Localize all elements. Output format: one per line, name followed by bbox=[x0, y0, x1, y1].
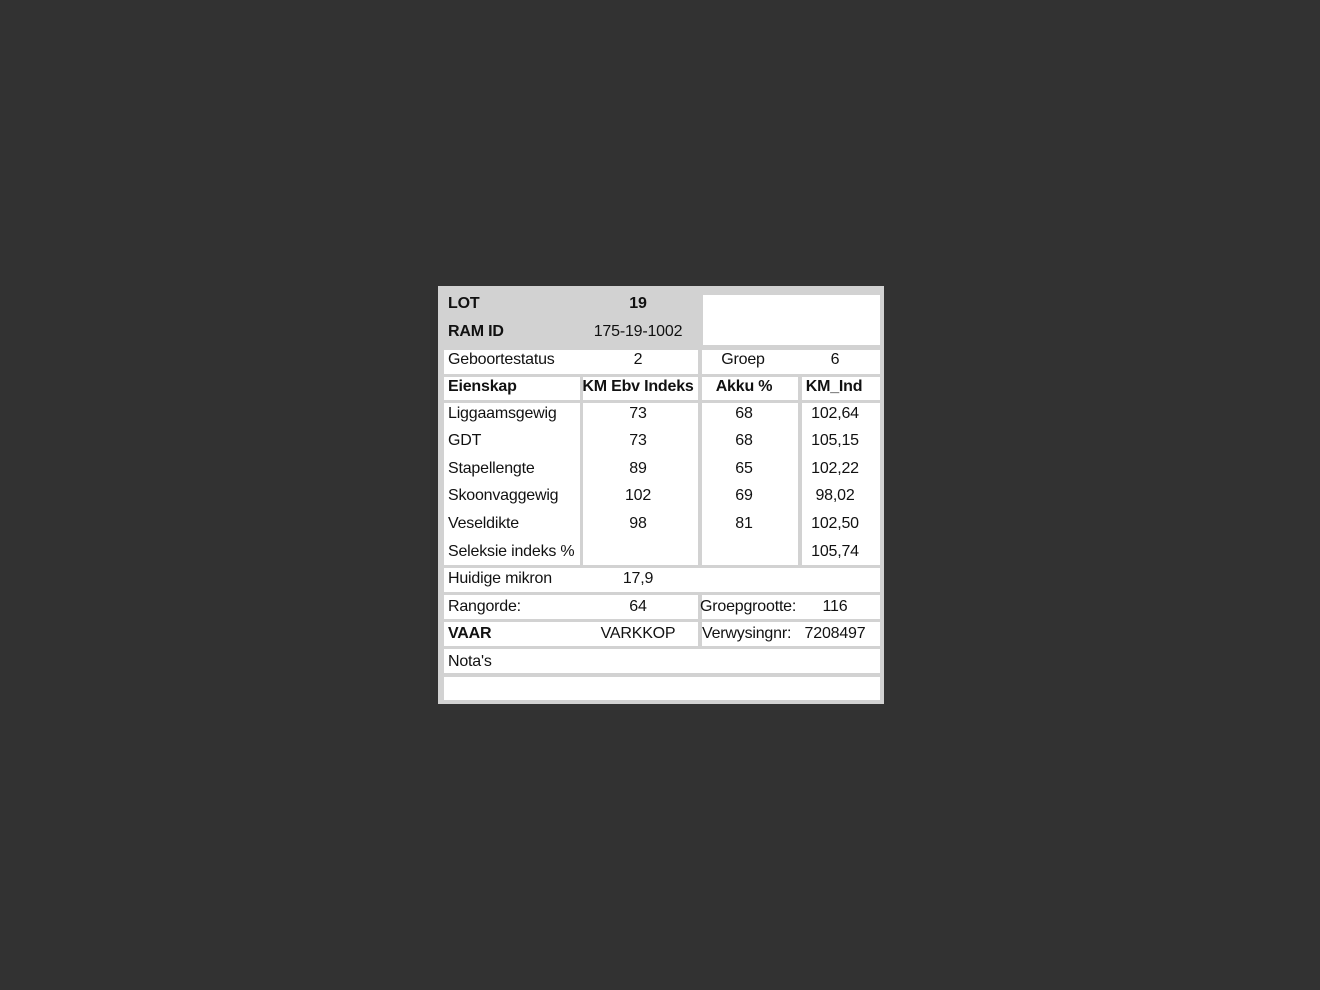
trait-ebv: 73 bbox=[629, 405, 647, 422]
column-header-akku: Akku % bbox=[715, 378, 773, 395]
sire-label: VAAR bbox=[448, 625, 492, 642]
birth-status-value: 2 bbox=[633, 351, 643, 368]
reference-label: Verwysingnr: bbox=[702, 625, 792, 642]
group-size-value: 116 bbox=[822, 598, 848, 615]
trait-ind: 98,02 bbox=[815, 487, 855, 504]
notes-field bbox=[444, 677, 880, 700]
reference-value: 7208497 bbox=[804, 625, 866, 642]
ram-id-value: 175-19-1002 bbox=[593, 323, 683, 340]
photo-placeholder bbox=[703, 295, 880, 345]
column-header-ind: KM_Ind bbox=[805, 378, 863, 395]
trait-akku: 69 bbox=[735, 487, 753, 504]
ind-column bbox=[802, 403, 880, 565]
trait-ebv: 73 bbox=[629, 432, 647, 449]
trait-ind: 102,64 bbox=[811, 405, 859, 422]
trait-akku: 81 bbox=[735, 515, 753, 532]
group-label: Groep bbox=[721, 351, 765, 368]
trait-name: Liggaamsgewig bbox=[448, 405, 557, 422]
trait-ebv: 89 bbox=[629, 460, 647, 477]
trait-column bbox=[444, 403, 580, 565]
group-size-label: Groepgrootte: bbox=[700, 598, 797, 615]
trait-ind: 102,50 bbox=[811, 515, 859, 532]
ebv-column bbox=[583, 403, 698, 565]
trait-ind: 105,74 bbox=[811, 543, 859, 560]
akku-column bbox=[702, 403, 798, 565]
lot-value: 19 bbox=[629, 295, 647, 312]
lot-label: LOT bbox=[448, 295, 480, 312]
rank-label: Rangorde: bbox=[448, 598, 521, 615]
notes-label-cell bbox=[444, 649, 880, 673]
group-value: 6 bbox=[830, 351, 840, 368]
ram-id-label: RAM ID bbox=[448, 323, 504, 340]
trait-name: Stapellengte bbox=[448, 460, 535, 477]
birth-status-label: Geboortestatus bbox=[448, 351, 555, 368]
trait-name: Seleksie indeks % bbox=[448, 543, 575, 560]
trait-ebv: 98 bbox=[629, 515, 647, 532]
column-header-trait: Eienskap bbox=[448, 378, 517, 395]
trait-ind: 102,22 bbox=[811, 460, 859, 477]
trait-akku: 68 bbox=[735, 432, 753, 449]
micron-label: Huidige mikron bbox=[448, 570, 552, 587]
trait-akku: 68 bbox=[735, 405, 753, 422]
trait-ind: 105,15 bbox=[811, 432, 859, 449]
sire-value: VARKKOP bbox=[600, 625, 676, 642]
trait-name: Skoonvaggewig bbox=[448, 487, 559, 504]
trait-name: Veseldikte bbox=[448, 515, 519, 532]
trait-akku: 65 bbox=[735, 460, 753, 477]
trait-name: GDT bbox=[448, 432, 482, 449]
rank-value: 64 bbox=[629, 598, 647, 615]
lot-card bbox=[438, 286, 884, 704]
trait-ebv: 102 bbox=[624, 487, 652, 504]
notes-label: Nota's bbox=[448, 653, 492, 670]
column-header-ebv: KM Ebv Indeks bbox=[582, 378, 694, 395]
micron-value: 17,9 bbox=[622, 570, 654, 587]
